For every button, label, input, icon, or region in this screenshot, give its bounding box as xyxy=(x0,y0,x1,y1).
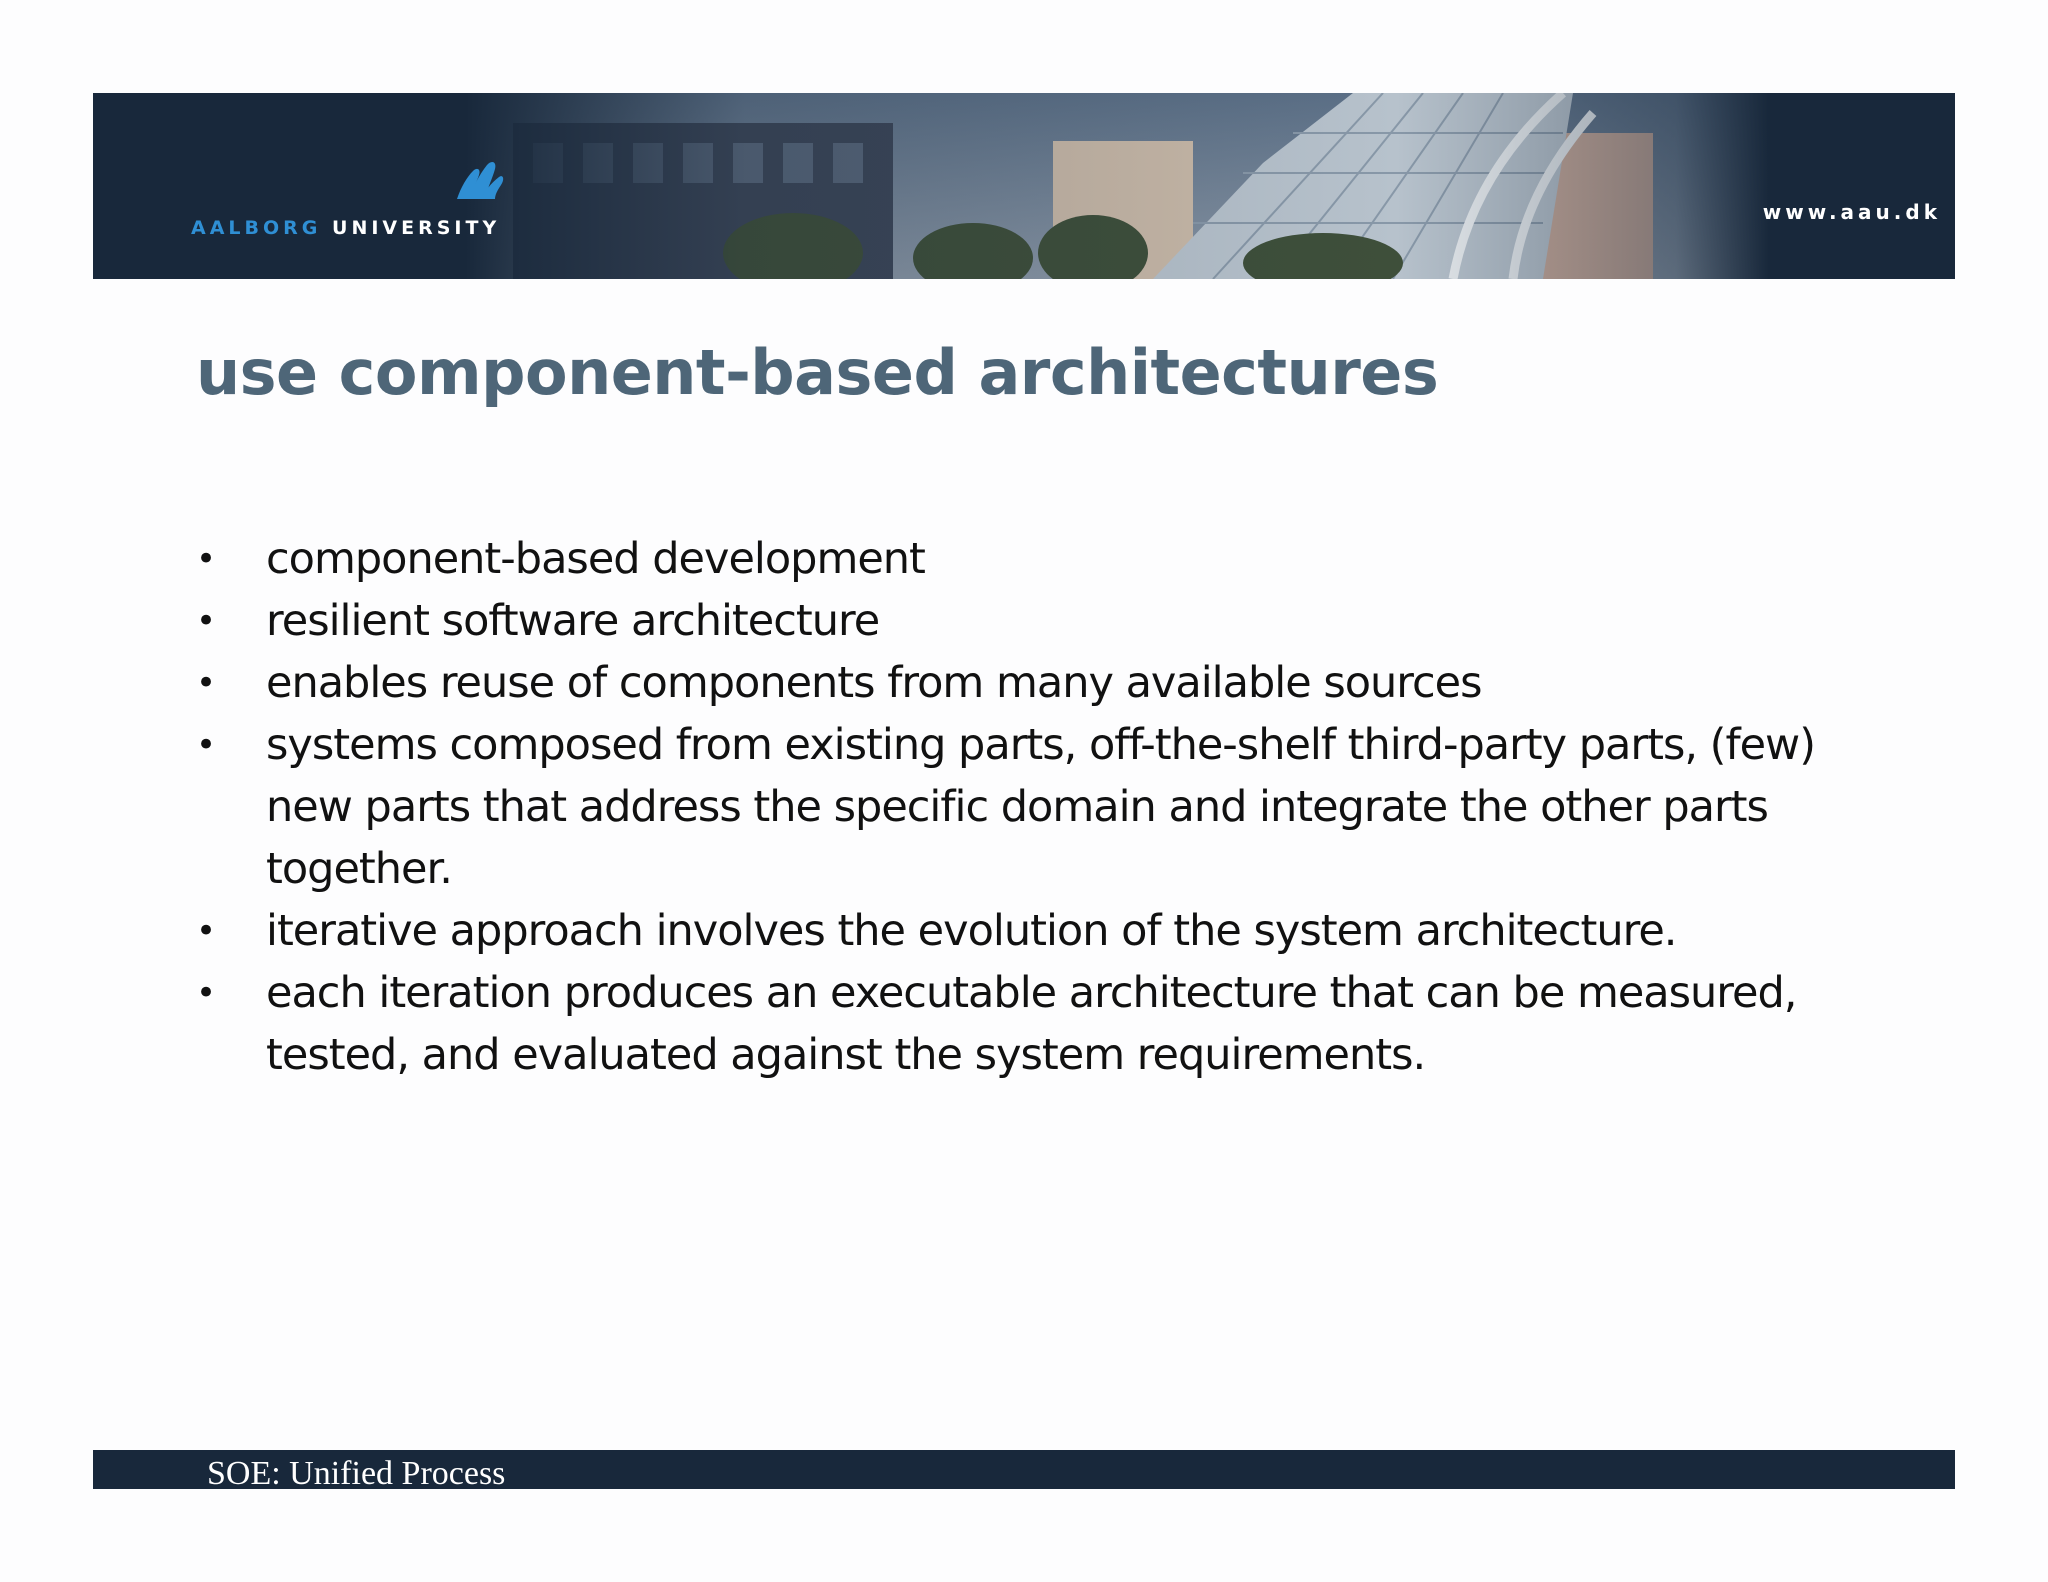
wordmark-aalborg: AALBORG xyxy=(191,217,322,239)
bullet-symbol: • xyxy=(196,911,216,951)
bullet-text: resilient software architecture xyxy=(266,596,880,646)
footer-text: SOE: Unified Process xyxy=(207,1455,506,1492)
bullet-item xyxy=(196,900,1876,962)
bullet-list xyxy=(196,528,1876,1086)
bullet-item xyxy=(196,590,1876,652)
wordmark-university: UNIVERSITY xyxy=(332,217,501,239)
university-wordmark xyxy=(191,217,500,239)
bullet-text: systems composed from existing parts, off-the-shelf third-party parts, (few) new parts that address the specific domain and integrate the other parts together. xyxy=(266,720,1815,894)
slide-title: use component-based architectures xyxy=(196,336,1439,409)
bullet-text: enables reuse of components from many available sources xyxy=(266,658,1482,708)
bullet-symbol: • xyxy=(196,973,216,1013)
aalborg-university-logo xyxy=(191,155,531,255)
bullet-symbol: • xyxy=(196,601,216,641)
bullet-text: each iteration produces an executable architecture that can be measured, tested, and evaluated against the system requirements. xyxy=(266,968,1797,1080)
bullet-symbol: • xyxy=(196,725,216,765)
bullet-symbol: • xyxy=(196,663,216,703)
bullet-item xyxy=(196,652,1876,714)
bullet-item xyxy=(196,528,1876,590)
bullet-symbol: • xyxy=(196,539,216,579)
aalborg-university-logo-mark-icon xyxy=(453,157,505,201)
website-url: www.aau.dk xyxy=(1762,200,1941,224)
bullet-item xyxy=(196,962,1876,1086)
bullet-text: iterative approach involves the evolution of the system architecture. xyxy=(266,906,1677,956)
bullet-item xyxy=(196,714,1876,900)
header-banner xyxy=(93,93,1955,279)
bullet-text: component-based development xyxy=(266,534,925,584)
